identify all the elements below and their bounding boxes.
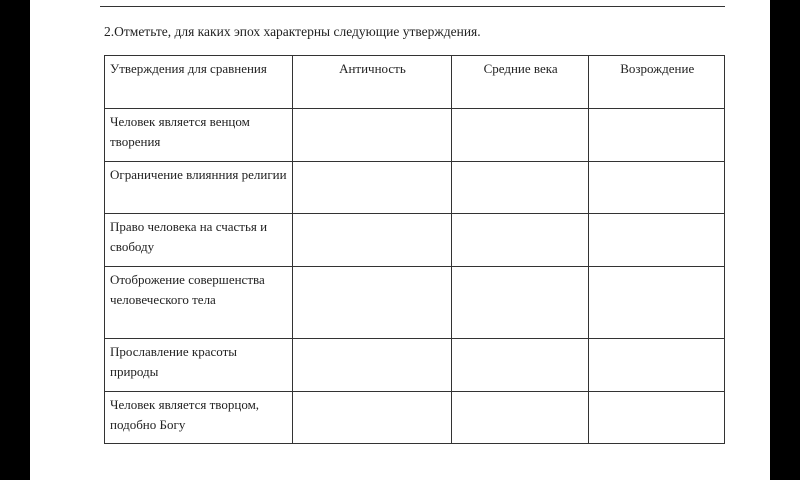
- table-row: [105, 162, 725, 214]
- task-title: 2.Отметьте, для каких эпох характерны следующие утверждения.: [104, 24, 481, 39]
- statement-cell: Человек является творцом, подобно Богу: [105, 392, 293, 444]
- statement-cell: Человек является венцом творения: [105, 109, 293, 162]
- table-header-row: [105, 56, 725, 109]
- table-row: [105, 392, 725, 444]
- antiquity-answer-cell[interactable]: [293, 339, 452, 392]
- top-divider-line: [100, 6, 725, 7]
- middle-ages-answer-cell[interactable]: [451, 162, 589, 214]
- worksheet-page: [30, 0, 770, 480]
- renaissance-answer-cell[interactable]: [589, 162, 725, 214]
- statement-cell: Прославление красоты природы: [105, 339, 293, 392]
- statement-cell: Отоброжение совершенства человеческого тела: [105, 267, 293, 339]
- middle-ages-answer-cell[interactable]: [451, 339, 589, 392]
- renaissance-answer-cell[interactable]: [589, 339, 725, 392]
- statement-cell: Ограничение влиянния религии: [105, 162, 293, 214]
- middle-ages-answer-cell[interactable]: [451, 392, 589, 444]
- header-renaissance: Возрождение: [589, 56, 725, 109]
- statement-cell: Право человека на счастья и свободу: [105, 214, 293, 267]
- table-row: [105, 109, 725, 162]
- table-row: [105, 267, 725, 339]
- header-statements: Утверждения для сравнения: [105, 56, 293, 109]
- antiquity-answer-cell[interactable]: [293, 214, 452, 267]
- comparison-table: [104, 55, 725, 444]
- renaissance-answer-cell[interactable]: [589, 214, 725, 267]
- header-antiquity: Античность: [293, 56, 452, 109]
- table-row: [105, 214, 725, 267]
- antiquity-answer-cell[interactable]: [293, 109, 452, 162]
- middle-ages-answer-cell[interactable]: [451, 214, 589, 267]
- renaissance-answer-cell[interactable]: [589, 109, 725, 162]
- antiquity-answer-cell[interactable]: [293, 267, 452, 339]
- antiquity-answer-cell[interactable]: [293, 162, 452, 214]
- renaissance-answer-cell[interactable]: [589, 267, 725, 339]
- antiquity-answer-cell[interactable]: [293, 392, 452, 444]
- header-middle-ages: Средние века: [451, 56, 589, 109]
- middle-ages-answer-cell[interactable]: [451, 267, 589, 339]
- renaissance-answer-cell[interactable]: [589, 392, 725, 444]
- table-row: [105, 339, 725, 392]
- middle-ages-answer-cell[interactable]: [451, 109, 589, 162]
